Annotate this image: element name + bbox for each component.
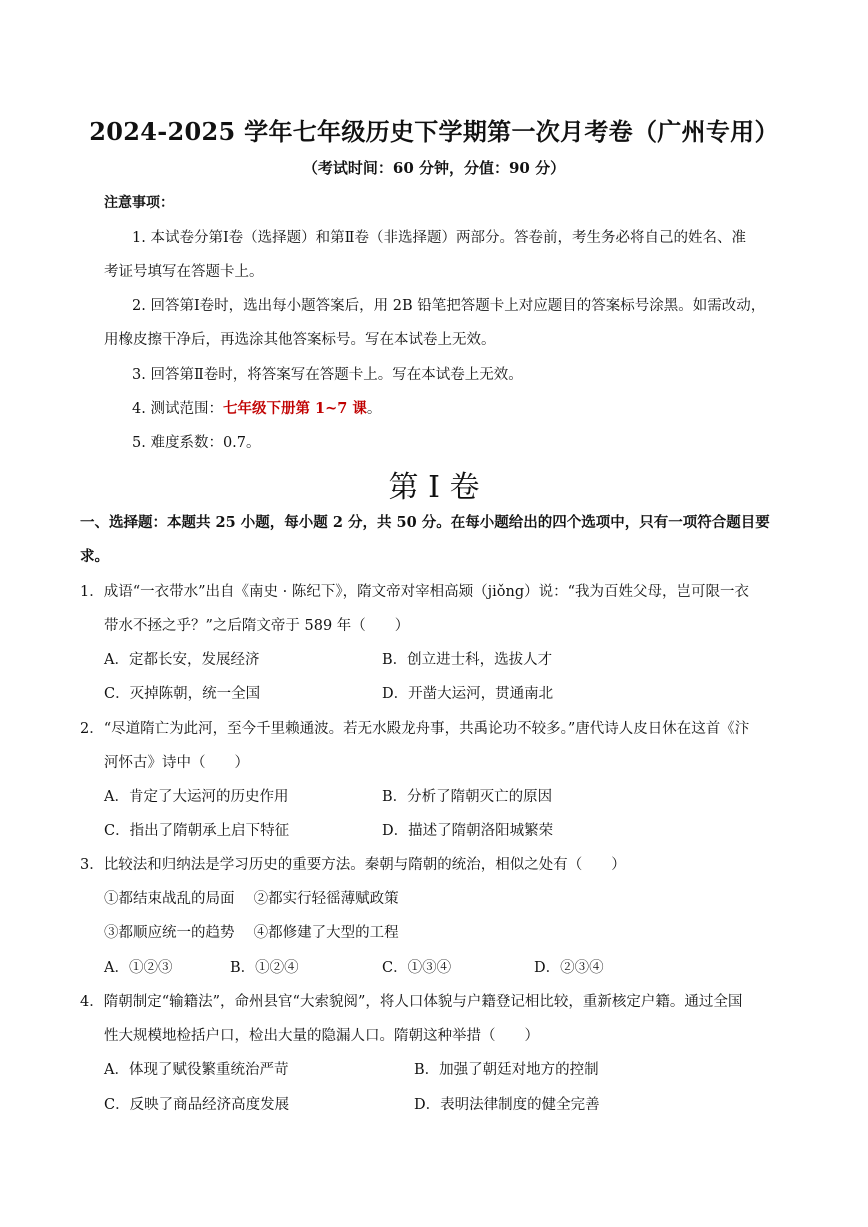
question-3-statements-line-1: ①都结束战乱的局面 ②都实行轻徭薄赋政策 — [104, 891, 399, 907]
notice-item-1-line-2: 考证号填写在答题卡上。 — [104, 264, 264, 280]
page-title: 2024-2025 学年七年级历史下学期第一次月考卷（广州专用） — [89, 117, 779, 146]
question-4-option-a: A．体现了赋役繁重统治严苛 — [104, 1062, 289, 1078]
question-4-option-b: B．加强了朝廷对地方的控制 — [414, 1062, 599, 1078]
question-3-option-c: C．①③④ — [382, 960, 452, 976]
question-1-stem-line-1: 1．成语“一衣带水”出自《南史 · 陈纪下》，隋文帝对宰相高颎（jiǒng）说：“我为百姓父母，岂可限一衣 — [80, 584, 750, 600]
question-2-stem-line-2: 河怀古》诗中（ ） — [104, 755, 249, 771]
exam-info: （考试时间：60 分钟，分值：90 分） — [302, 159, 566, 177]
volume-heading: 第 I 卷 — [388, 470, 480, 505]
question-3-option-a: A．①②③ — [104, 960, 173, 976]
question-1-option-a: A．定都长安，发展经济 — [104, 652, 260, 668]
question-2-option-d: D．描述了隋朝洛阳城繁荣 — [382, 823, 554, 839]
question-4-option-c: C．反映了商品经济高度发展 — [104, 1097, 290, 1113]
question-3-stem: 3．比较法和归纳法是学习历史的重要方法。秦朝与隋朝的统治，相似之处有（ ） — [80, 857, 626, 873]
question-4-option-d: D．表明法律制度的健全完善 — [414, 1097, 600, 1113]
notice-item-4-prefix: 4. 测试范围： — [132, 401, 223, 417]
notice-item-3: 3. 回答第Ⅱ卷时，将答案写在答题卡上。写在本试卷上无效。 — [132, 367, 523, 383]
question-1-option-b: B．创立进士科，选拔人才 — [382, 652, 553, 668]
notice-item-5: 5. 难度系数：0.7。 — [132, 435, 261, 451]
question-1-stem-line-2: 带水不拯之乎？”之后隋文帝于 589 年（ ） — [104, 618, 410, 634]
notice-item-4-suffix: 。 — [366, 401, 382, 417]
question-2-option-a: A．肯定了大运河的历史作用 — [104, 789, 289, 805]
question-3-option-b: B．①②④ — [230, 960, 299, 976]
question-3-statements-line-2: ③都顺应统一的趋势 ④都修建了大型的工程 — [104, 925, 399, 941]
question-2-option-c: C．指出了隋朝承上启下特征 — [104, 823, 290, 839]
question-2-stem-line-1: 2．“尽道隋亡为此河，至今千里赖通波。若无水殿龙舟事，共禹论功不较多。”唐代诗人皮日休在这首《汴 — [80, 721, 750, 737]
section-heading-line-2: 求。 — [80, 548, 109, 565]
notice-item-1-line-1: 1. 本试卷分第Ⅰ卷（选择题）和第Ⅱ卷（非选择题）两部分。答卷前，考生务必将自己的姓名、准 — [132, 230, 747, 246]
question-3-option-d: D．②③④ — [534, 960, 604, 976]
question-4-stem-line-1: 4．隋朝制定“输籍法”，命州县官“大索貌阅”，将人口体貌与户籍登记相比较，重新核定户籍。通过全国 — [80, 994, 743, 1010]
question-1-option-d: D．开凿大运河，贯通南北 — [382, 686, 554, 702]
question-2-option-b: B．分析了隋朝灭亡的原因 — [382, 789, 553, 805]
question-4-stem-line-2: 性大规模地检括户口，检出大量的隐漏人口。隋朝这种举措（ ） — [104, 1028, 539, 1044]
notice-item-2-line-1: 2. 回答第Ⅰ卷时，选出每小题答案后，用 2B 铅笔把答题卡上对应题目的答案标号涂黑。如需改动， — [132, 298, 766, 314]
section-heading-line-1: 一、选择题：本题共 25 小题，每小题 2 分，共 50 分。在每小题给出的四个选项中，只有一项符合题目要 — [80, 514, 770, 531]
test-scope-highlight: 七年级下册第 1~7 课 — [222, 400, 367, 417]
notice-heading: 注意事项： — [104, 195, 174, 211]
notice-item-2-line-2: 用橡皮擦干净后，再选涂其他答案标号。写在本试卷上无效。 — [104, 332, 496, 348]
question-1-option-c: C．灭掉陈朝，统一全国 — [104, 686, 261, 702]
notice-item-4 — [132, 397, 381, 418]
